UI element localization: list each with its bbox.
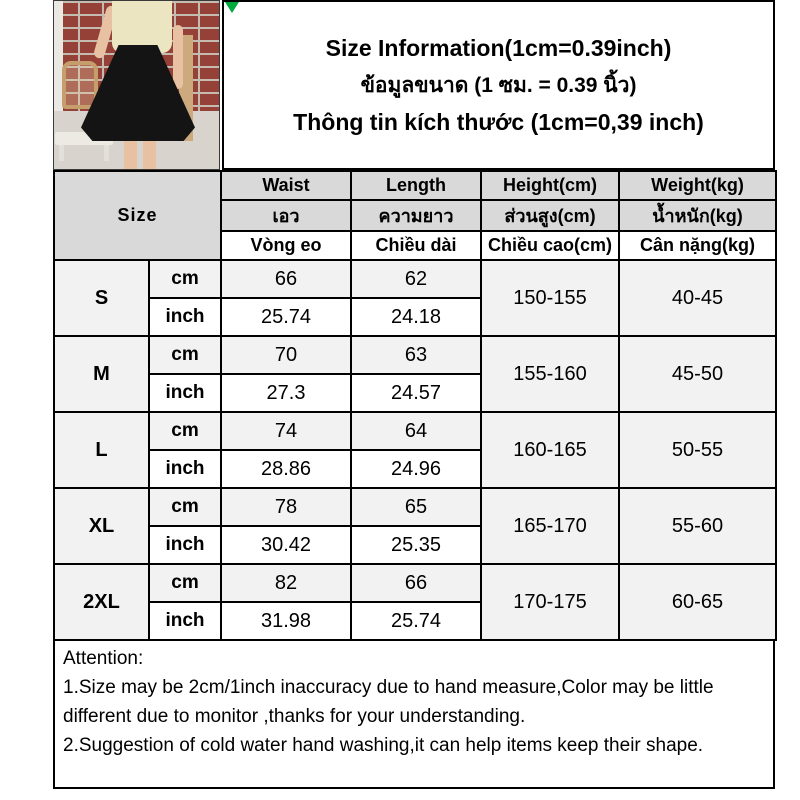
unit-cm: cm [149,488,221,526]
unit-cm: cm [149,336,221,374]
col-weight-th: น้ำหนัก(kg) [619,200,776,231]
title-box [222,0,775,170]
header-row-en [54,171,776,200]
attention-box [53,639,775,789]
waist-cm-value: 66 [221,260,351,298]
length-inch-value: 25.74 [351,602,481,640]
col-height-en: Height(cm) [481,171,619,200]
col-length-th: ความยาว [351,200,481,231]
size-header-cell: Size [54,171,221,260]
unit-cm: cm [149,564,221,602]
table-row [54,564,776,602]
unit-inch: inch [149,374,221,412]
waist-cm-value: 82 [221,564,351,602]
waist-cm-value: 70 [221,336,351,374]
weight-range: 50-55 [619,412,776,488]
length-inch-value: 25.35 [351,526,481,564]
height-range: 155-160 [481,336,619,412]
waist-inch-value: 30.42 [221,526,351,564]
size-label-xl: XL [54,488,149,564]
height-range: 160-165 [481,412,619,488]
model-leg [124,139,137,170]
bench-leg [59,145,64,161]
title-english: Size Information(1cm=0.39inch) [325,34,672,61]
col-length-vi: Chiều dài [351,231,481,260]
attention-line-1: 1.Size may be 2cm/1inch inaccuracy due to hand measure,Color may be little different due to monitor ,thanks for your understanding. [63,676,714,727]
length-cm-value: 63 [351,336,481,374]
height-range: 150-155 [481,260,619,336]
wicker-chair [62,61,98,109]
table-row [54,336,776,374]
col-weight-vi: Cân nặng(kg) [619,231,776,260]
weight-range: 40-45 [619,260,776,336]
size-label-l: L [54,412,149,488]
bench-leg [104,145,109,161]
table-row [54,488,776,526]
title-vietnamese: Thông tin kích thước (1cm=0,39 inch) [293,108,704,135]
length-cm-value: 66 [351,564,481,602]
length-cm-value: 64 [351,412,481,450]
size-label-m: M [54,336,149,412]
weight-range: 45-50 [619,336,776,412]
col-waist-th: เอว [221,200,351,231]
unit-cm: cm [149,260,221,298]
size-label-2xl: 2XL [54,564,149,640]
unit-inch: inch [149,602,221,640]
weight-range: 55-60 [619,488,776,564]
green-corner-marker-icon [225,2,239,13]
col-waist-en: Waist [221,171,351,200]
unit-inch: inch [149,298,221,336]
size-label-s: S [54,260,149,336]
title-thai: ข้อมูลขนาด (1 ซม. = 0.39 นิ้ว) [360,73,637,97]
model-leg [143,139,156,170]
attention-heading: Attention: [63,648,144,669]
table-row [54,260,776,298]
unit-cm: cm [149,412,221,450]
top-row [53,0,775,170]
col-length-en: Length [351,171,481,200]
size-table [53,170,777,641]
weight-range: 60-65 [619,564,776,640]
unit-inch: inch [149,450,221,488]
attention-line-2: 2.Suggestion of cold water hand washing,it can help items keep their shape. [63,734,704,756]
waist-cm-value: 74 [221,412,351,450]
length-cm-value: 65 [351,488,481,526]
model-arm [173,25,183,89]
col-weight-en: Weight(kg) [619,171,776,200]
col-height-th: ส่วนสูง(cm) [481,200,619,231]
length-cm-value: 62 [351,260,481,298]
unit-inch: inch [149,526,221,564]
height-range: 165-170 [481,488,619,564]
length-inch-value: 24.96 [351,450,481,488]
waist-inch-value: 31.98 [221,602,351,640]
waist-cm-value: 78 [221,488,351,526]
product-photo [53,0,220,170]
length-inch-value: 24.18 [351,298,481,336]
table-row [54,412,776,450]
col-waist-vi: Vòng eo [221,231,351,260]
waist-inch-value: 27.3 [221,374,351,412]
height-range: 170-175 [481,564,619,640]
col-height-vi: Chiều cao(cm) [481,231,619,260]
length-inch-value: 24.57 [351,374,481,412]
content-column [53,0,775,789]
waist-inch-value: 25.74 [221,298,351,336]
waist-inch-value: 28.86 [221,450,351,488]
